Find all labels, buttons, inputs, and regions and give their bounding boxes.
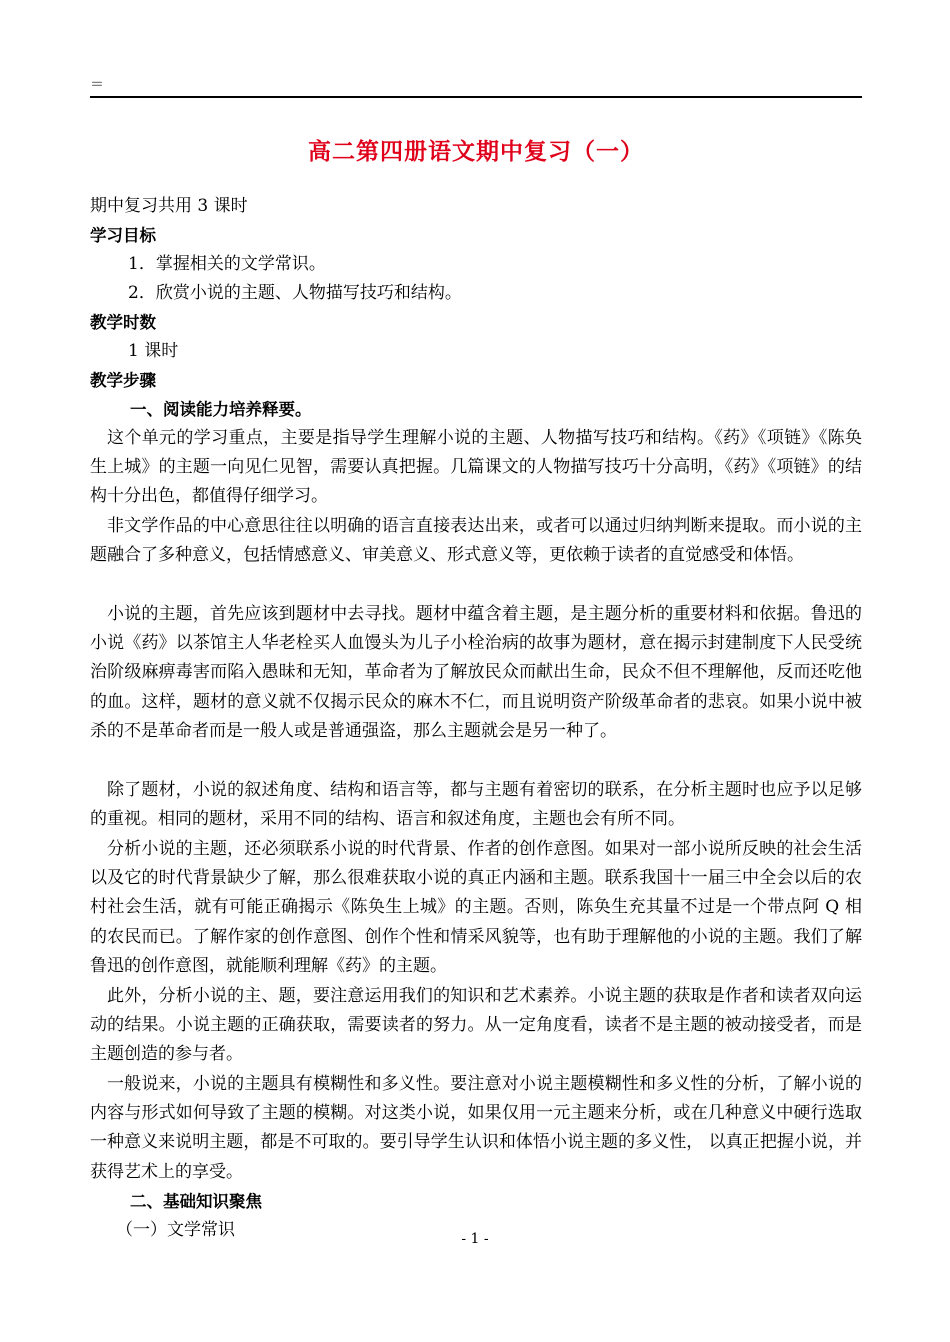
steps-heading: 教学步骤: [90, 371, 156, 390]
hours-heading: 教学时数: [90, 313, 156, 332]
section-heading-2: 二、基础知识聚焦: [130, 1192, 262, 1211]
body-paragraph: 小说的主题，首先应该到题材中去寻找。题材中蕴含着主题，是主题分析的重要材料和依据。鲁迅的小说《药》以茶馆主人华老栓买人血馒头为儿子小栓治病的故事为题材，意在揭示封建制度下人民受统治阶级麻痹毒害而陷入愚昧和无知，革命者为了解放民众而献出生命，民众不但不理解他，反而还吃他的血。这样，题材的意义就不仅揭示民众的麻木不仁，而且说明资产阶级革命者的悲哀。如果小说中被杀的不是革命者而是一般人或是普通强盗，那么主题就会是另一种了。: [90, 604, 862, 741]
body-paragraph: 这个单元的学习重点，主要是指导学生理解小说的主题、人物描写技巧和结构。《药》《项链》《陈奂生上城》的主题一向见仁见智，需要认真把握。几篇课文的人物描写技巧十分高明，《药》《项链》的结构十分出色，都值得仔细学习。: [90, 428, 862, 507]
body-paragraph: 一般说来，小说的主题具有模糊性和多义性。要注意对小说主题模糊性和多义性的分析，了解小说的内容与形式如何导致了主题的模糊。对这类小说，如果仅用一元主题来分析，或在几种意义中硬行选取一种意义来说明主题，都是不可取的。要引导学生认识和体悟小说主题的多义性， 以真正把握小说，并获得艺术上的享受。: [90, 1074, 862, 1182]
page-title: 高二第四册语文期中复习（一）: [308, 138, 644, 165]
body-paragraph: 此外，分析小说的主、题，要注意运用我们的知识和艺术素养。小说主题的获取是作者和读者双向运动的结果。小说主题的正确获取，需要读者的努力。从一定角度看，读者不是主题的被动接受者，而是主题创造的参与者。: [90, 986, 862, 1065]
body-paragraph: 分析小说的主题，还必须联系小说的时代背景、作者的创作意图。如果对一部小说所反映的社会生活以及它的时代背景缺少了解，那么很难获取小说的真正内涵和主题。联系我国十一届三中全会以后的农村社会生活，就有可能正确揭示《陈奂生上城》的主题。否则，陈奂生充其量不过是一个带点阿 Q 相的农民而已。了解作家的创作意图、创作个性和情采风貌等，也有助于理解他的小说的主题。我们了解鲁迅的创作意图，就能顺利理解《药》的主题。: [90, 839, 862, 976]
page-number: - 1 -: [461, 1231, 489, 1247]
header-rule: [90, 96, 862, 98]
body-paragraph: 非文学作品的中心意思往往以明确的语言直接表达出来，或者可以通过归纳判断来提取。而小说的主题融合了多种意义，包括情感意义、审美意义、形式意义等，更依赖于读者的直觉感受和体悟。: [90, 516, 862, 566]
objectives-heading: 学习目标: [90, 226, 156, 245]
subsection-heading: （一）文学常识: [116, 1220, 235, 1240]
hours-value: 1 课时: [128, 341, 179, 361]
objective-item: 2．欣赏小说的主题、人物描写技巧和结构。: [128, 283, 462, 303]
header-mark: ＝: [90, 77, 104, 93]
section-heading-1: 一、阅读能力培养释要。: [130, 400, 312, 419]
body-paragraph: 除了题材，小说的叙述角度、结构和语言等，都与主题有着密切的联系，在分析主题时也应予以足够的重视。相同的题材，采用不同的结构、语言和叙述角度，主题也会有所不同。: [90, 780, 862, 830]
objective-item: 1．掌握相关的文学常识。: [128, 254, 326, 274]
intro-text: 期中复习共用 3 课时: [90, 196, 248, 216]
document-body: [90, 192, 862, 1245]
